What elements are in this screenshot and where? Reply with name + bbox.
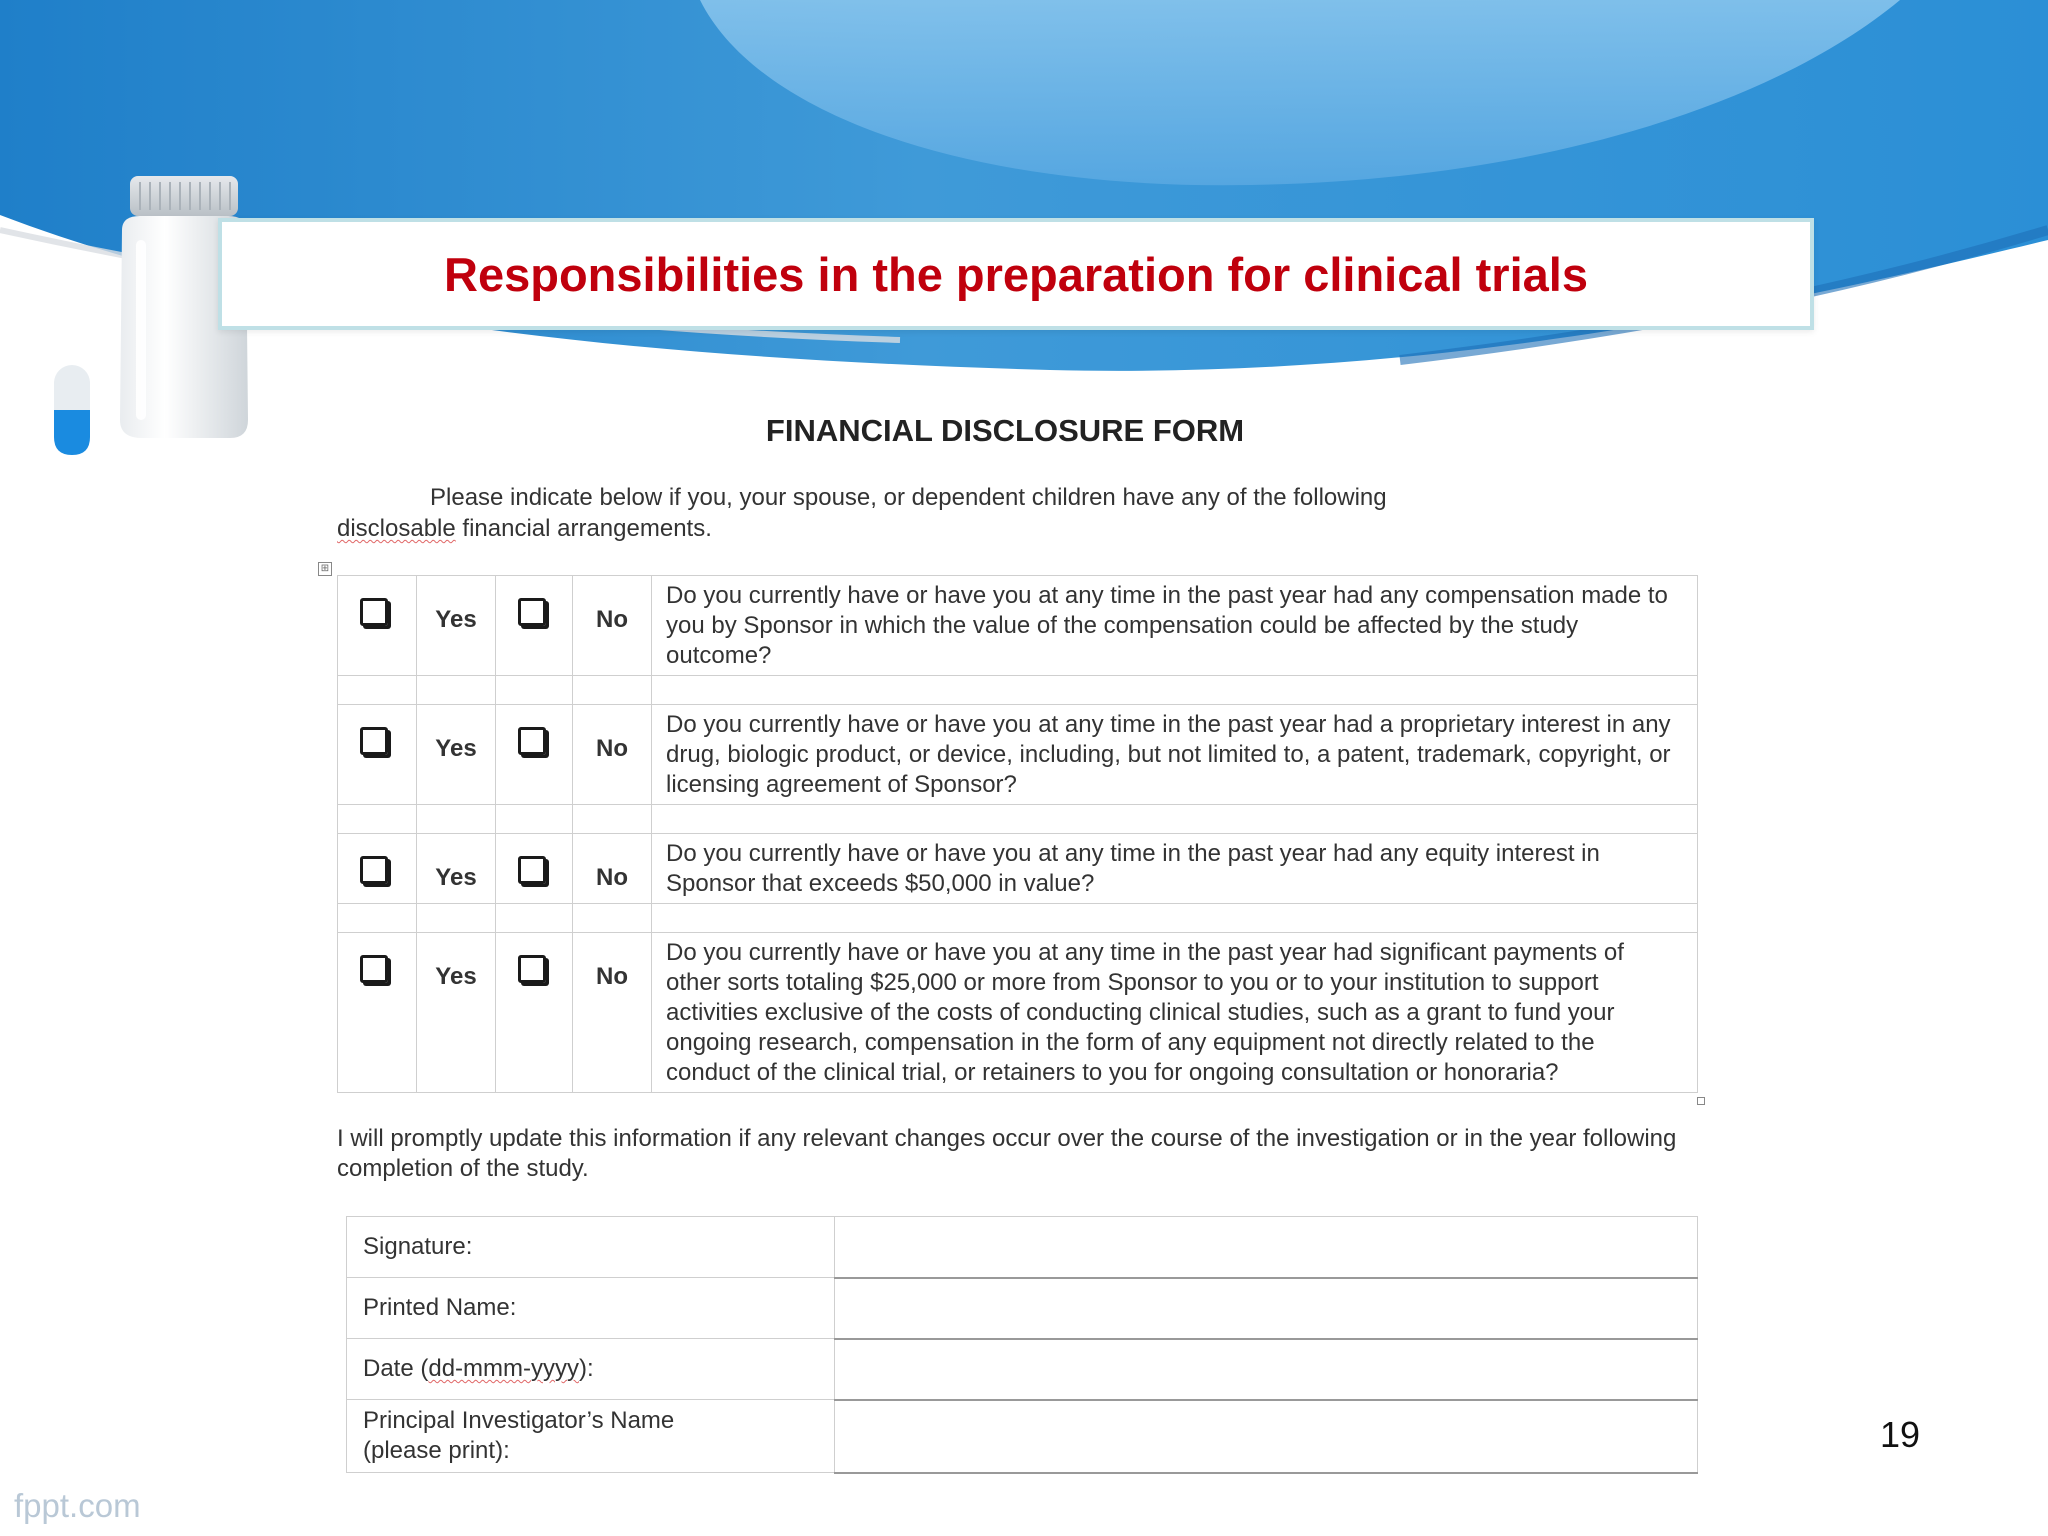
page-number: 19 bbox=[1880, 1414, 1921, 1455]
table-move-handle-icon[interactable]: ⊞ bbox=[318, 562, 332, 576]
pi-name-field[interactable] bbox=[835, 1400, 1698, 1473]
pi-name-label-line-2: (please print): bbox=[363, 1437, 510, 1464]
yes-label: Yes bbox=[417, 705, 496, 805]
no-label: No bbox=[573, 933, 652, 1093]
table-resize-handle-icon[interactable] bbox=[1697, 1097, 1705, 1105]
pi-name-label bbox=[347, 1400, 835, 1473]
form-intro bbox=[337, 482, 1677, 544]
signature-label: Signature: bbox=[347, 1217, 835, 1278]
yes-checkbox[interactable] bbox=[360, 598, 388, 626]
question-row bbox=[338, 705, 1698, 805]
question-row bbox=[338, 933, 1698, 1093]
spacer-row bbox=[338, 904, 1698, 933]
no-label: No bbox=[573, 705, 652, 805]
date-label-prefix: Date ( bbox=[363, 1355, 429, 1382]
no-checkbox[interactable] bbox=[518, 598, 546, 626]
date-format: dd-mmm-yyyy bbox=[428, 1355, 580, 1382]
pi-name-label-line-1: Principal Investigator’s Name bbox=[363, 1407, 675, 1434]
footer-brand: fppt.com bbox=[14, 1487, 141, 1524]
signature-table bbox=[346, 1216, 1698, 1474]
question-row bbox=[338, 834, 1698, 904]
printed-name-label: Printed Name: bbox=[347, 1278, 835, 1339]
slide-title-box bbox=[218, 218, 1814, 330]
question-text: Do you currently have or have you at any time in the past year had significant payments of other sorts totaling $25,000 or more from Sponsor to you or to your institution to support activities exclusive of the costs of conducting clinical studies, such as a grant to fund your ongoing research, compensation in the form of any equipment not directly related to the conduct of the clinical trial, or retainers to you for ongoing consultation or honoraria? bbox=[652, 933, 1698, 1093]
date-label bbox=[347, 1339, 835, 1400]
spacer-row bbox=[338, 805, 1698, 834]
disclosure-questions-table bbox=[337, 575, 1698, 1093]
slide-title: Responsibilities in the preparation for clinical trials bbox=[444, 247, 1588, 301]
yes-checkbox[interactable] bbox=[360, 955, 388, 983]
commitment-statement: I will promptly update this information if any relevant changes occur over the course of the investigation or in the year following completion of the study. bbox=[337, 1125, 1677, 1182]
question-text: Do you currently have or have you at any time in the past year had any equity interest in Sponsor that exceeds $50,000 in value? bbox=[652, 834, 1698, 904]
no-checkbox[interactable] bbox=[518, 727, 546, 755]
question-text: Do you currently have or have you at any time in the past year had any compensation made to you by Sponsor in which the value of the compensation could be affected by the study outcome? bbox=[652, 576, 1698, 676]
date-field[interactable] bbox=[835, 1339, 1698, 1400]
intro-word-disclosable: disclosable bbox=[337, 515, 456, 542]
no-label: No bbox=[573, 834, 652, 904]
yes-label: Yes bbox=[417, 933, 496, 1093]
no-checkbox[interactable] bbox=[518, 856, 546, 884]
yes-label: Yes bbox=[417, 576, 496, 676]
form-title: FINANCIAL DISCLOSURE FORM bbox=[765, 413, 1245, 448]
yes-checkbox[interactable] bbox=[360, 727, 388, 755]
no-label: No bbox=[573, 576, 652, 676]
yes-label: Yes bbox=[417, 834, 496, 904]
intro-line-2: financial arrangements. bbox=[455, 515, 712, 542]
header-banner bbox=[0, 0, 2048, 400]
signature-field[interactable] bbox=[835, 1217, 1698, 1278]
question-text: Do you currently have or have you at any time in the past year had a proprietary interest in any drug, biologic product, or device, including, but not limited to, a patent, trademark, copyright, or licensing agreement of Sponsor? bbox=[652, 705, 1698, 805]
printed-name-field[interactable] bbox=[835, 1278, 1698, 1339]
yes-checkbox[interactable] bbox=[360, 856, 388, 884]
spacer-row bbox=[338, 676, 1698, 705]
intro-line-1: Please indicate below if you, your spouse, or dependent children have any of the following bbox=[430, 484, 1387, 511]
date-label-suffix: ): bbox=[579, 1355, 594, 1382]
question-row bbox=[338, 576, 1698, 676]
no-checkbox[interactable] bbox=[518, 955, 546, 983]
